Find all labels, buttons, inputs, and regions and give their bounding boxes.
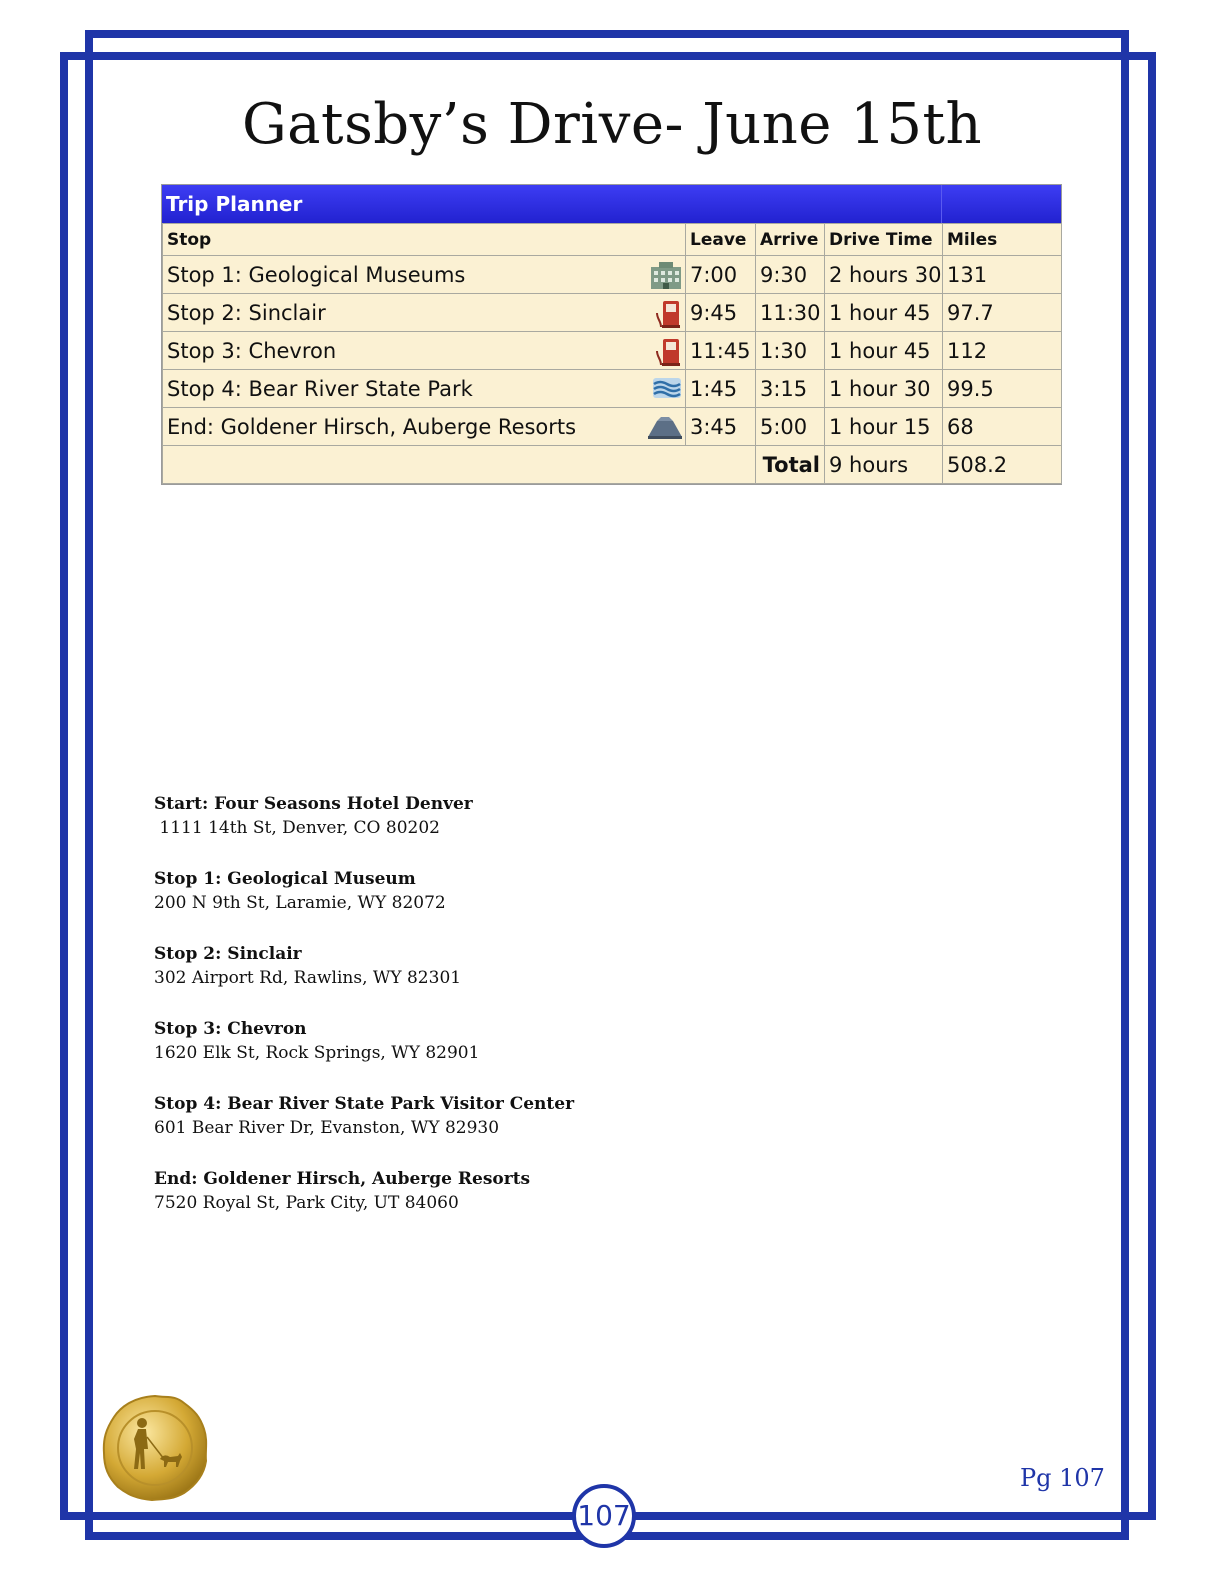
table-row — [163, 408, 1062, 446]
leave-cell: 3:45 — [686, 408, 756, 446]
column-header-miles: Miles — [943, 224, 1062, 256]
address-line: 302 Airport Rd, Rawlins, WY 82301 — [154, 968, 462, 988]
total-spacer — [163, 446, 686, 484]
arrive-cell: 1:30 — [756, 332, 825, 370]
stop-cell — [163, 294, 686, 332]
address-line: 7520 Royal St, Park City, UT 84060 — [154, 1193, 459, 1213]
address-entry — [154, 1092, 574, 1140]
column-header-leave: Leave — [686, 224, 756, 256]
address-name: Stop 2: Sinclair — [154, 944, 302, 964]
total-label: Total — [756, 446, 825, 484]
drive-time-cell: 1 hour 15 — [825, 408, 943, 446]
miles-cell: 99.5 — [943, 370, 1062, 408]
miles-cell: 131 — [943, 256, 1062, 294]
column-header-stop: Stop — [163, 224, 686, 256]
trip-planner-table — [161, 184, 1062, 485]
gas-pump-icon — [655, 299, 683, 332]
table-row — [163, 256, 1062, 294]
heading-divider — [941, 185, 942, 223]
mountain-icon — [647, 413, 683, 444]
total-miles: 508.2 — [943, 446, 1062, 484]
address-line: 1620 Elk St, Rock Springs, WY 82901 — [154, 1043, 480, 1063]
address-entry — [154, 1017, 574, 1065]
address-name: Stop 3: Chevron — [154, 1019, 307, 1039]
address-entry — [154, 1167, 574, 1215]
trip-planner-heading — [162, 185, 1061, 223]
stop-label: Stop 3: Chevron — [167, 338, 337, 363]
address-entry — [154, 867, 574, 915]
miles-cell: 97.7 — [943, 294, 1062, 332]
stop-cell — [163, 256, 686, 294]
trip-planner-heading-label: Trip Planner — [166, 192, 303, 216]
table-header-row — [163, 224, 1062, 256]
gold-seal-icon — [100, 1393, 210, 1503]
stop-label: Stop 4: Bear River State Park — [167, 376, 473, 401]
total-drive-time: 9 hours — [825, 446, 943, 484]
leave-cell: 7:00 — [686, 256, 756, 294]
leave-cell: 9:45 — [686, 294, 756, 332]
address-line: 1111 14th St, Denver, CO 80202 — [154, 818, 440, 838]
address-line: 601 Bear River Dr, Evanston, WY 82930 — [154, 1118, 500, 1138]
stop-label: End: Goldener Hirsch, Auberge Resorts — [167, 414, 577, 439]
leave-cell: 1:45 — [686, 370, 756, 408]
miles-cell: 112 — [943, 332, 1062, 370]
arrive-cell: 9:30 — [756, 256, 825, 294]
address-line: 200 N 9th St, Laramie, WY 82072 — [154, 893, 446, 913]
column-header-drive-time: Drive Time — [825, 224, 943, 256]
table-row — [163, 370, 1062, 408]
miles-cell: 68 — [943, 408, 1062, 446]
stop-cell — [163, 332, 686, 370]
stop-cell — [163, 370, 686, 408]
drive-time-cell: 2 hours 30 — [825, 256, 943, 294]
trip-planner-grid — [162, 223, 1062, 484]
page-number-badge: 107 — [572, 1484, 636, 1548]
page-title: Gatsby’s Drive- June 15th — [241, 92, 983, 157]
water-icon — [651, 375, 683, 406]
address-name: Stop 4: Bear River State Park Visitor Center — [154, 1094, 575, 1114]
address-list — [154, 792, 574, 1242]
total-row — [163, 446, 1062, 484]
gas-pump-icon — [655, 337, 683, 370]
building-icon — [649, 261, 683, 294]
address-name: End: Goldener Hirsch, Auberge Resorts — [154, 1169, 531, 1189]
total-spacer — [686, 446, 756, 484]
stop-label: Stop 1: Geological Museums — [167, 262, 466, 287]
column-header-arrive: Arrive — [756, 224, 825, 256]
page-label: Pg 107 — [1020, 1464, 1105, 1492]
table-row — [163, 294, 1062, 332]
address-entry — [154, 942, 574, 990]
drive-time-cell: 1 hour 45 — [825, 294, 943, 332]
arrive-cell: 5:00 — [756, 408, 825, 446]
stop-label: Stop 2: Sinclair — [167, 300, 326, 325]
arrive-cell: 11:30 — [756, 294, 825, 332]
leave-cell: 11:45 — [686, 332, 756, 370]
stop-cell — [163, 408, 686, 446]
table-row — [163, 332, 1062, 370]
address-entry — [154, 792, 574, 840]
drive-time-cell: 1 hour 30 — [825, 370, 943, 408]
address-name: Start: Four Seasons Hotel Denver — [154, 794, 473, 814]
arrive-cell: 3:15 — [756, 370, 825, 408]
address-name: Stop 1: Geological Museum — [154, 869, 416, 889]
drive-time-cell: 1 hour 45 — [825, 332, 943, 370]
